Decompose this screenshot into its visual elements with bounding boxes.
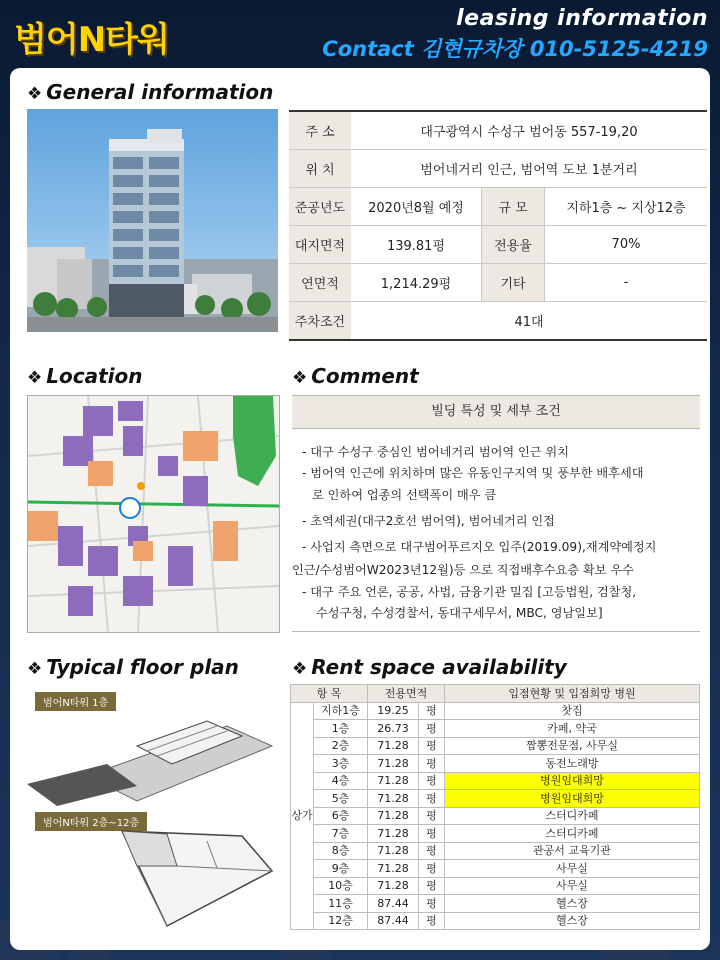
diamond-bullet-icon: ❖ <box>292 659 308 679</box>
floor-plan-tag-2-12f: 범어N타워 2층~12층 <box>35 812 147 831</box>
completion-label: 준공년도 <box>289 188 351 226</box>
rent-floor: 8층 <box>314 842 368 860</box>
rent-floor: 7층 <box>314 825 368 843</box>
rent-floor: 11층 <box>314 895 368 913</box>
rent-unit: 평 <box>419 825 445 843</box>
building-illustration <box>27 109 278 332</box>
rent-area: 71.28 <box>368 772 419 790</box>
rent-area: 71.28 <box>368 842 419 860</box>
comment-line: - 대구 주요 언론, 공공, 사법, 금융기관 밀집 [고등법원, 검찰청, <box>302 585 637 599</box>
floor-plan-1f-drawing <box>27 706 278 806</box>
gross-area-value: 1,214.29평 <box>351 264 482 302</box>
land-area-label: 대지면적 <box>289 226 351 264</box>
rent-area: 71.28 <box>368 860 419 878</box>
building-photo <box>27 109 278 332</box>
rent-unit: 평 <box>419 720 445 738</box>
rent-floor: 6층 <box>314 807 368 825</box>
table-row <box>291 720 700 738</box>
etc-label: 기타 <box>482 264 545 302</box>
rent-floor: 4층 <box>314 772 368 790</box>
comment-line: - 대구 수성구 중심인 범어네거리 범어역 인근 위치 <box>302 445 569 459</box>
header-info <box>322 6 708 63</box>
comment-line: - 사업지 측면으로 대구범어푸르지오 입주(2019.09),재계약예정지 <box>302 540 657 554</box>
rent-table-body <box>291 702 700 930</box>
table-row <box>291 842 700 860</box>
diamond-bullet-icon: ❖ <box>27 84 43 104</box>
section-general <box>27 80 273 104</box>
section-comment <box>292 364 419 388</box>
rent-unit: 평 <box>419 860 445 878</box>
floor-plan-tag-1f: 범어N타워 1층 <box>35 692 116 711</box>
rent-header-status: 입점현황 및 입점희망 병원 <box>445 685 700 703</box>
comment-box <box>292 427 700 632</box>
rent-status: 스터디카페 <box>445 807 700 825</box>
diamond-bullet-icon: ❖ <box>292 368 308 388</box>
leasing-label: leasing information <box>456 6 708 31</box>
rent-unit: 평 <box>419 912 445 930</box>
rent-floor: 3층 <box>314 755 368 773</box>
rent-status: 병원임대희망 <box>445 772 700 790</box>
rent-status: 병원임대희망 <box>445 790 700 808</box>
rent-floor: 5층 <box>314 790 368 808</box>
rent-floor: 2층 <box>314 737 368 755</box>
contact-info: Contact 김현규차장 010-5125-4219 <box>322 37 708 61</box>
land-area-value: 139.81평 <box>351 226 482 264</box>
rent-status: 사무실 <box>445 860 700 878</box>
diamond-bullet-icon: ❖ <box>27 659 43 679</box>
rent-unit: 평 <box>419 790 445 808</box>
rent-area: 19.25 <box>368 702 419 720</box>
table-row <box>291 825 700 843</box>
rent-area: 71.28 <box>368 825 419 843</box>
table-row <box>291 755 700 773</box>
rent-area: 71.28 <box>368 755 419 773</box>
section-rent <box>292 655 567 679</box>
comment-line: - 범어역 인근에 위치하며 많은 유동인구지역 및 풍부한 배후세대 <box>302 466 644 480</box>
rent-unit: 평 <box>419 842 445 860</box>
rent-status: 관공서 교육기관 <box>445 842 700 860</box>
rent-header-area: 전용면적 <box>368 685 445 703</box>
rent-unit: 평 <box>419 737 445 755</box>
exclusive-rate-label: 전용율 <box>482 226 545 264</box>
rent-status: 카페, 약국 <box>445 720 700 738</box>
address-label: 주 소 <box>289 111 351 150</box>
rent-status: 헬스장 <box>445 912 700 930</box>
rent-area: 26.73 <box>368 720 419 738</box>
table-row <box>291 772 700 790</box>
rent-floor: 1층 <box>314 720 368 738</box>
section-location <box>27 364 142 388</box>
rent-status: 동전노래방 <box>445 755 700 773</box>
section-location-label: Location <box>46 364 143 388</box>
rent-unit: 평 <box>419 807 445 825</box>
rent-header-item: 항 목 <box>291 685 368 703</box>
gross-area-label: 연면적 <box>289 264 351 302</box>
section-comment-label: Comment <box>311 364 419 388</box>
rent-area: 87.44 <box>368 912 419 930</box>
rent-unit: 평 <box>419 772 445 790</box>
section-general-label: General information <box>46 80 274 104</box>
rent-status: 찻집 <box>445 702 700 720</box>
rent-unit: 평 <box>419 755 445 773</box>
address-value: 대구광역시 수성구 범어동 557-19,20 <box>351 111 707 150</box>
scale-label: 규 모 <box>482 188 545 226</box>
etc-value: - <box>545 264 708 302</box>
exclusive-rate-value: 70% <box>545 226 708 264</box>
parking-label: 주차조건 <box>289 302 351 341</box>
table-row <box>291 895 700 913</box>
completion-value: 2020년8월 예정 <box>351 188 482 226</box>
rent-area: 71.28 <box>368 737 419 755</box>
map-illustration <box>28 396 279 632</box>
rent-floor: 9층 <box>314 860 368 878</box>
floor-plan-image <box>27 686 278 929</box>
table-row <box>291 912 700 930</box>
rent-area: 71.28 <box>368 807 419 825</box>
location-map <box>27 395 280 633</box>
table-row <box>291 737 700 755</box>
rent-status: 짬뽕전문점, 사무실 <box>445 737 700 755</box>
rent-category: 상가 <box>291 702 314 930</box>
rent-table <box>290 684 700 930</box>
comment-line: 수성구청, 수성경찰서, 동대구세무서, MBC, 영남일보] <box>316 606 603 620</box>
position-label: 위 치 <box>289 150 351 188</box>
page-title: 범어N타워 <box>14 20 169 60</box>
rent-area: 71.28 <box>368 877 419 895</box>
table-row <box>291 807 700 825</box>
diamond-bullet-icon: ❖ <box>27 368 43 388</box>
table-row <box>291 790 700 808</box>
floor-plan-2-12f-drawing <box>27 826 278 929</box>
general-info-table <box>289 110 707 341</box>
rent-floor: 12층 <box>314 912 368 930</box>
scale-value: 지하1층 ~ 지상12층 <box>545 188 708 226</box>
table-row <box>291 702 700 720</box>
comment-line: 인근/수성범어W2023년12월)등 으로 직접배후수요층 확보 우수 <box>292 563 634 577</box>
comment-line: - 초역세권(대구2호선 범어역), 범어네거리 인접 <box>302 514 555 528</box>
section-floor-plan-label: Typical floor plan <box>46 655 239 679</box>
rent-unit: 평 <box>419 702 445 720</box>
position-value: 범어네거리 인근, 범어역 도보 1분거리 <box>351 150 707 188</box>
rent-status: 스터디카페 <box>445 825 700 843</box>
section-rent-label: Rent space availability <box>311 655 567 679</box>
rent-area: 71.28 <box>368 790 419 808</box>
comment-line: 로 인하여 업종의 선택폭이 매우 큼 <box>312 488 497 502</box>
comment-heading: 빌딩 특성 및 세부 조건 <box>292 395 700 429</box>
rent-floor: 10층 <box>314 877 368 895</box>
rent-area: 87.44 <box>368 895 419 913</box>
rent-unit: 평 <box>419 895 445 913</box>
rent-status: 사무실 <box>445 877 700 895</box>
table-row <box>291 877 700 895</box>
table-row <box>291 860 700 878</box>
rent-unit: 평 <box>419 877 445 895</box>
rent-floor: 지하1층 <box>314 702 368 720</box>
section-floor-plan <box>27 655 239 679</box>
parking-value: 41대 <box>351 302 707 341</box>
rent-status: 헬스장 <box>445 895 700 913</box>
